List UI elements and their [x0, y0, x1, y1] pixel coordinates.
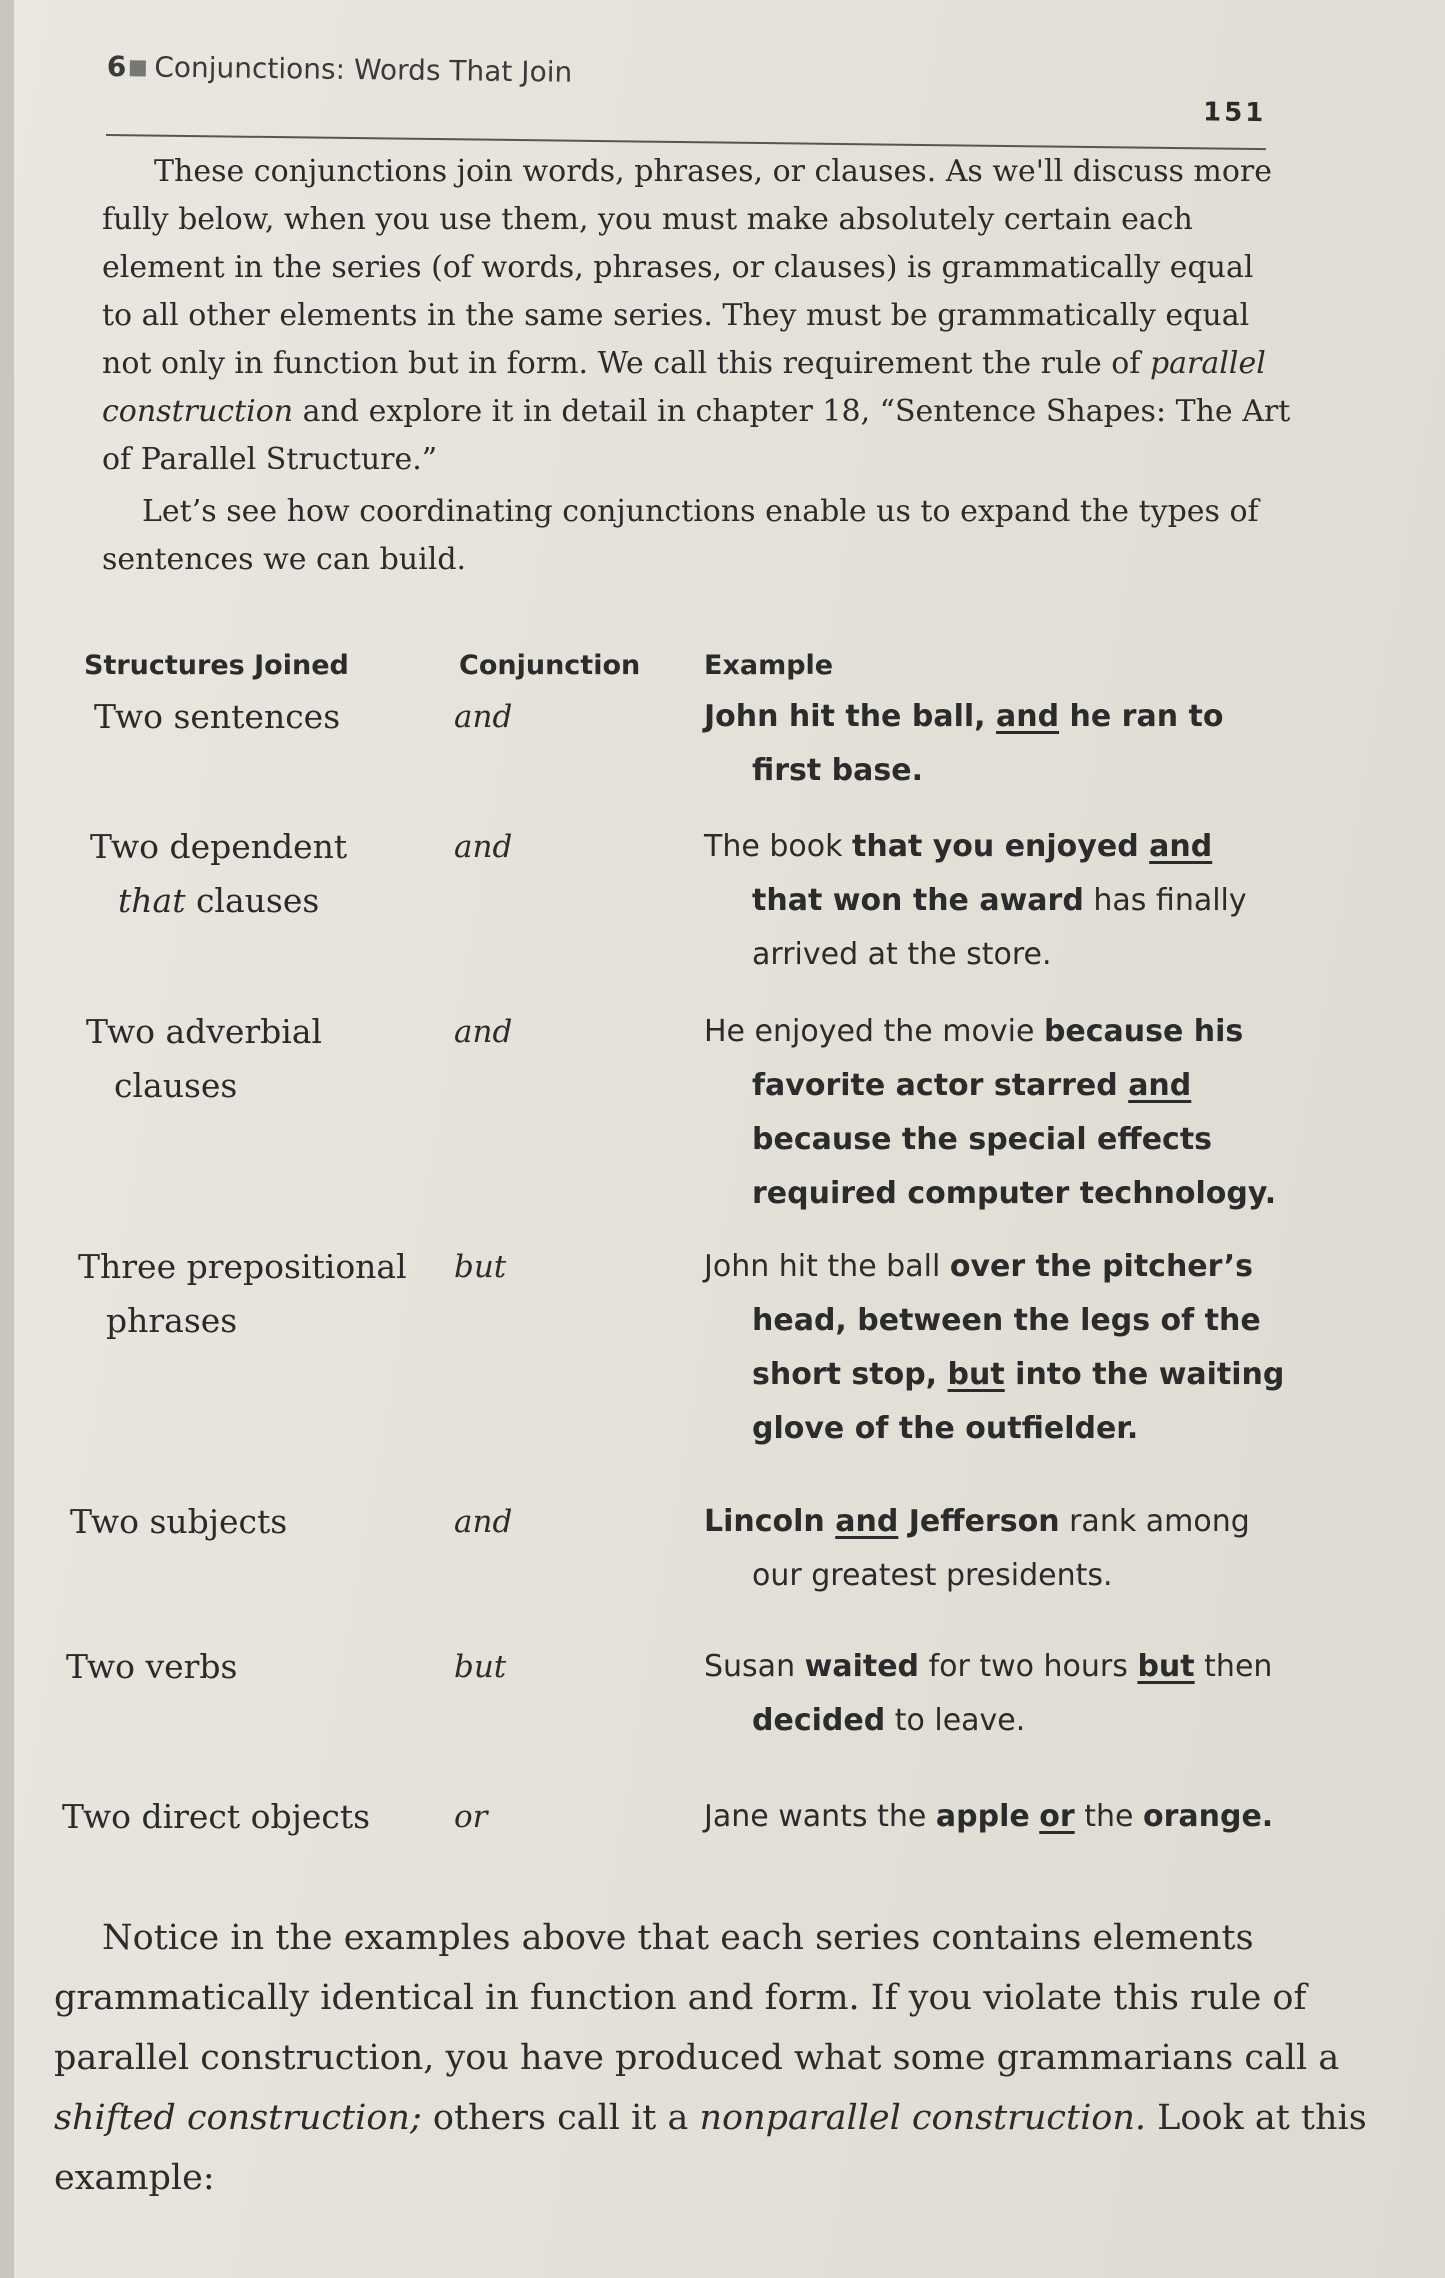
example-line [704, 1059, 1364, 1113]
example-line [704, 1402, 1364, 1456]
chapter-title: Conjunctions: Words That Join [154, 50, 573, 89]
running-head [107, 50, 573, 89]
structure-joined [70, 1495, 287, 1549]
example-line [704, 829, 1212, 864]
structure-joined [62, 1790, 370, 1844]
outro-text-c: Look at this example: [54, 2098, 1367, 2198]
example-fragment: John hit the ball, [704, 699, 996, 734]
structure-line-2 [90, 874, 347, 928]
example-fragment: our greatest presidents. [752, 1558, 1113, 1593]
column-header-structures: Structures Joined [84, 650, 349, 681]
structure-line-1: Two sentences [94, 697, 341, 736]
example-sentence [704, 1005, 1364, 1221]
example-sentence [704, 1640, 1364, 1748]
example-fragment: short stop, [752, 1357, 948, 1392]
example-line [704, 1504, 1250, 1539]
chapter-number: 6 [106, 50, 127, 84]
example-fragment: then [1194, 1649, 1273, 1684]
example-sentence [704, 1790, 1364, 1844]
example-fragment: to leave. [885, 1703, 1026, 1738]
example-line [704, 1113, 1364, 1167]
outro-text-a: Notice in the examples above that each series contains elements grammatically identical in function and form. If you violate this rule of parallel construction, you have produced what some grammarians call a [54, 1918, 1340, 2078]
example-fragment: because the special effects [752, 1122, 1213, 1157]
outro-emphasis-2: nonparallel construction. [699, 2098, 1147, 2138]
conjunction: but [454, 1649, 507, 1685]
example-fragment: that won the award [752, 883, 1084, 918]
example-fragment: the [1074, 1799, 1143, 1834]
example-fragment: apple [935, 1799, 1030, 1834]
conjunction: and [454, 699, 513, 735]
structure-joined [86, 1005, 322, 1113]
example-fragment: for two hours [919, 1649, 1138, 1684]
structure-line-1: Two adverbial [86, 1012, 323, 1051]
structure-joined [90, 820, 347, 928]
conjunction: and [454, 1504, 513, 1540]
running-header [106, 44, 1267, 150]
example-fragment: that you enjoyed [852, 829, 1150, 864]
example-fragment: glove of the outfielder. [752, 1411, 1139, 1446]
underlined-conjunction: and [835, 1504, 899, 1539]
underlined-conjunction: or [1039, 1799, 1075, 1834]
example-sentence [704, 1495, 1364, 1603]
column-header-example: Example [704, 650, 834, 681]
example-fragment: He enjoyed the movie [704, 1014, 1044, 1049]
example-fragment: head, between the legs of the [752, 1303, 1261, 1338]
underlined-conjunction: and [1128, 1068, 1192, 1103]
example-fragment: waited [804, 1649, 920, 1684]
example-sentence [704, 1240, 1364, 1456]
example-line [704, 1799, 1273, 1834]
structure-line-2 [86, 1059, 322, 1113]
closing-paragraph [54, 1908, 1384, 2208]
example-fragment: rank among [1059, 1504, 1250, 1539]
book-page [14, 0, 1445, 2278]
outro-emphasis-1: shifted construction; [54, 2098, 422, 2138]
structure-line-2 [78, 1294, 407, 1348]
example-line [704, 744, 1364, 798]
example-fragment: into the waiting [1004, 1357, 1285, 1392]
conjunction: or [454, 1799, 488, 1835]
example-fragment: has finally [1083, 883, 1247, 918]
example-line [704, 699, 1223, 734]
conjunction: and [454, 1014, 513, 1050]
structure-line-1: Two direct objects [62, 1797, 371, 1836]
column-header-conjunction: Conjunction [459, 650, 641, 681]
example-fragment: Jefferson [898, 1504, 1060, 1539]
example-line [704, 1694, 1364, 1748]
example-fragment: decided [752, 1703, 886, 1738]
example-fragment: The book [704, 829, 852, 864]
conjunction: and [454, 829, 513, 865]
square-bullet-icon [130, 60, 146, 76]
example-fragment: first base. [752, 753, 923, 788]
example-line [704, 1549, 1364, 1603]
example-fragment: favorite actor starred [752, 1068, 1129, 1103]
example-fragment: Jane wants the [704, 1799, 936, 1834]
example-fragment: over the pitcher’s [949, 1249, 1253, 1284]
example-fragment: orange. [1142, 1799, 1274, 1834]
structure-joined [94, 690, 340, 744]
structure-line-1: Two subjects [70, 1502, 288, 1541]
structure-text: phrases [106, 1301, 238, 1340]
example-line [704, 1249, 1253, 1284]
underlined-conjunction: but [1137, 1649, 1195, 1684]
underlined-conjunction: and [995, 699, 1060, 734]
structure-line-1: Two dependent [90, 827, 348, 866]
structure-line-1: Three prepositional [78, 1247, 407, 1286]
example-fragment [1030, 1799, 1040, 1834]
intro-emphasis: parallel construction [102, 346, 1266, 429]
example-sentence [704, 820, 1364, 982]
intro-text-b: and explore it in detail in chapter 18, “Sentence Shapes: The Art of Parallel Structure.” [102, 394, 1291, 477]
example-fragment: arrived at the store. [752, 937, 1052, 972]
structure-emphasis: that [118, 881, 186, 920]
example-line [704, 1348, 1364, 1402]
page-number: 151 [1202, 97, 1267, 129]
example-fragment: because his [1043, 1014, 1244, 1049]
example-fragment: John hit the ball [704, 1249, 950, 1284]
example-line [704, 1294, 1364, 1348]
example-line [704, 928, 1364, 982]
example-fragment: Susan [704, 1649, 805, 1684]
structure-joined [78, 1240, 407, 1348]
example-fragment: he ran to [1059, 699, 1224, 734]
example-fragment: required computer technology. [752, 1176, 1277, 1211]
intro-paragraph [102, 148, 1292, 484]
underlined-conjunction: and [1149, 829, 1213, 864]
example-line [704, 1649, 1272, 1684]
structure-text: clauses [185, 881, 320, 920]
conjunction: but [454, 1249, 507, 1285]
structure-joined [66, 1640, 237, 1694]
intro-paragraph-2: Let’s see how coordinating conjunctions enable us to expand the types of sentences we can build. [102, 494, 1259, 577]
example-fragment: Lincoln [704, 1504, 836, 1539]
intro-text-a: These conjunctions join words, phrases, or clauses. As we'll discuss more fully below, when you use them, you must make absolutely certain each element in the series (of words, phrases, or clauses) is grammatically equal to all other elements in the same series. They must be grammatically equal not only in function but in form. We call this requirement the rule of [102, 154, 1273, 381]
underlined-conjunction: but [947, 1357, 1005, 1392]
structure-text: clauses [114, 1066, 238, 1105]
example-line [704, 874, 1364, 928]
example-sentence [704, 690, 1364, 798]
structure-line-1: Two verbs [66, 1647, 238, 1686]
outro-text-b: others call it a [421, 2098, 700, 2138]
example-line [704, 1014, 1243, 1049]
example-line [704, 1167, 1364, 1221]
